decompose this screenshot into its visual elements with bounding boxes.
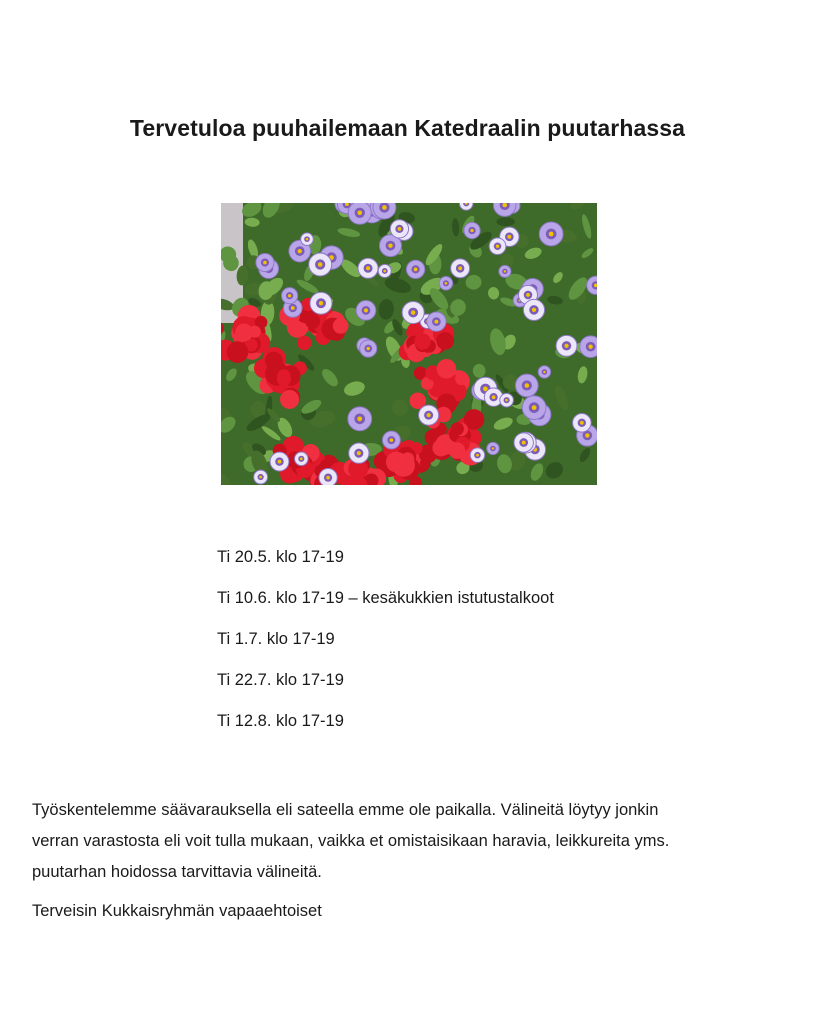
petunia-center <box>532 405 537 410</box>
petunia-center <box>318 262 323 267</box>
petunia-center <box>300 457 303 460</box>
petunia-center <box>388 243 392 247</box>
petunia-center <box>505 399 508 402</box>
petunia-center <box>414 268 418 272</box>
geranium-petal <box>437 359 457 379</box>
petunia-center <box>522 441 526 445</box>
petunia-center <box>288 294 291 297</box>
petunia-center <box>298 249 302 253</box>
petunia-center <box>564 344 568 348</box>
petunia-center <box>263 261 267 265</box>
geranium-petal <box>305 314 320 329</box>
page-title: Tervetuloa puuhailemaan Katedraalin puutarhassa <box>129 115 686 142</box>
petunia-center <box>398 227 402 231</box>
petunia-center <box>382 205 387 210</box>
petunia-center <box>445 282 448 285</box>
petunia-center <box>427 413 431 417</box>
info-line: puutarhan hoidossa tarvittavia välineitä. <box>32 863 322 881</box>
info-line: verran varastosta eli voit tulla mukaan, vaikka et omistaisikaan haravia, leikkureita yms. <box>32 832 670 850</box>
signature: Terveisin Kukkaisryhmän vapaaehtoiset <box>32 902 322 920</box>
geranium-petal <box>333 318 349 334</box>
info-line: Työskentelemme säävarauksella eli sateella emme ole paikalla. Välineitä löytyy jonkin <box>32 801 659 819</box>
petunia-center <box>357 210 362 215</box>
geranium-petal <box>432 439 449 456</box>
geranium-petal <box>455 373 467 385</box>
geranium-petal <box>265 352 283 370</box>
petunia-center <box>319 301 323 305</box>
petunia-center <box>357 416 362 421</box>
petunia-center <box>458 266 462 270</box>
petunia-center <box>259 476 262 479</box>
petunia-center <box>278 460 282 464</box>
petunia-center <box>507 235 511 239</box>
petunia-center <box>306 238 309 241</box>
geranium-petal <box>436 332 454 350</box>
flower-illustration <box>221 203 597 485</box>
petunia-center <box>326 476 330 480</box>
schedule-list <box>217 546 554 751</box>
petunia-center <box>364 308 368 312</box>
petunia-center <box>543 371 545 373</box>
petunia-center <box>476 454 479 457</box>
petunia-center <box>291 306 295 310</box>
petunia-center <box>532 308 536 312</box>
petunia-center <box>504 270 506 272</box>
flower-photo <box>221 203 597 485</box>
geranium-petal <box>297 336 311 350</box>
geranium-petal <box>414 333 431 350</box>
schedule-item: Ti 12.8. klo 17-19 <box>217 712 344 730</box>
geranium-petal <box>392 454 415 477</box>
petunia-center <box>492 447 494 449</box>
petunia-center <box>580 421 584 425</box>
petunia-center <box>357 451 361 455</box>
petunia-center <box>588 345 592 349</box>
petunia-center <box>492 395 496 399</box>
petunia-center <box>585 433 589 437</box>
petunia-center <box>434 320 438 324</box>
petunia-center <box>496 245 499 248</box>
schedule-item: Ti 1.7. klo 17-19 <box>217 630 335 648</box>
leaf <box>496 217 514 226</box>
info-paragraph <box>32 795 792 888</box>
petunia-center <box>383 270 386 273</box>
petunia-center <box>366 266 370 270</box>
schedule-item: Ti 10.6. klo 17-19 – kesäkukkien istutustalkoot <box>217 589 554 607</box>
schedule-item: Ti 22.7. klo 17-19 <box>217 671 344 689</box>
petunia-center <box>411 310 415 314</box>
geranium-petal <box>451 422 464 435</box>
petunia-center <box>525 383 530 388</box>
petunia-center <box>526 293 530 297</box>
geranium-petal <box>277 369 290 382</box>
petunia-center <box>470 229 473 232</box>
geranium-petal <box>227 341 249 363</box>
geranium-petal <box>449 442 466 459</box>
petunia-center <box>549 232 554 237</box>
petunia-center <box>390 438 394 442</box>
geranium-petal <box>249 326 261 338</box>
schedule-item: Ti 20.5. klo 17-19 <box>217 548 344 566</box>
geranium-petal <box>280 390 299 409</box>
petunia-center <box>367 347 370 350</box>
